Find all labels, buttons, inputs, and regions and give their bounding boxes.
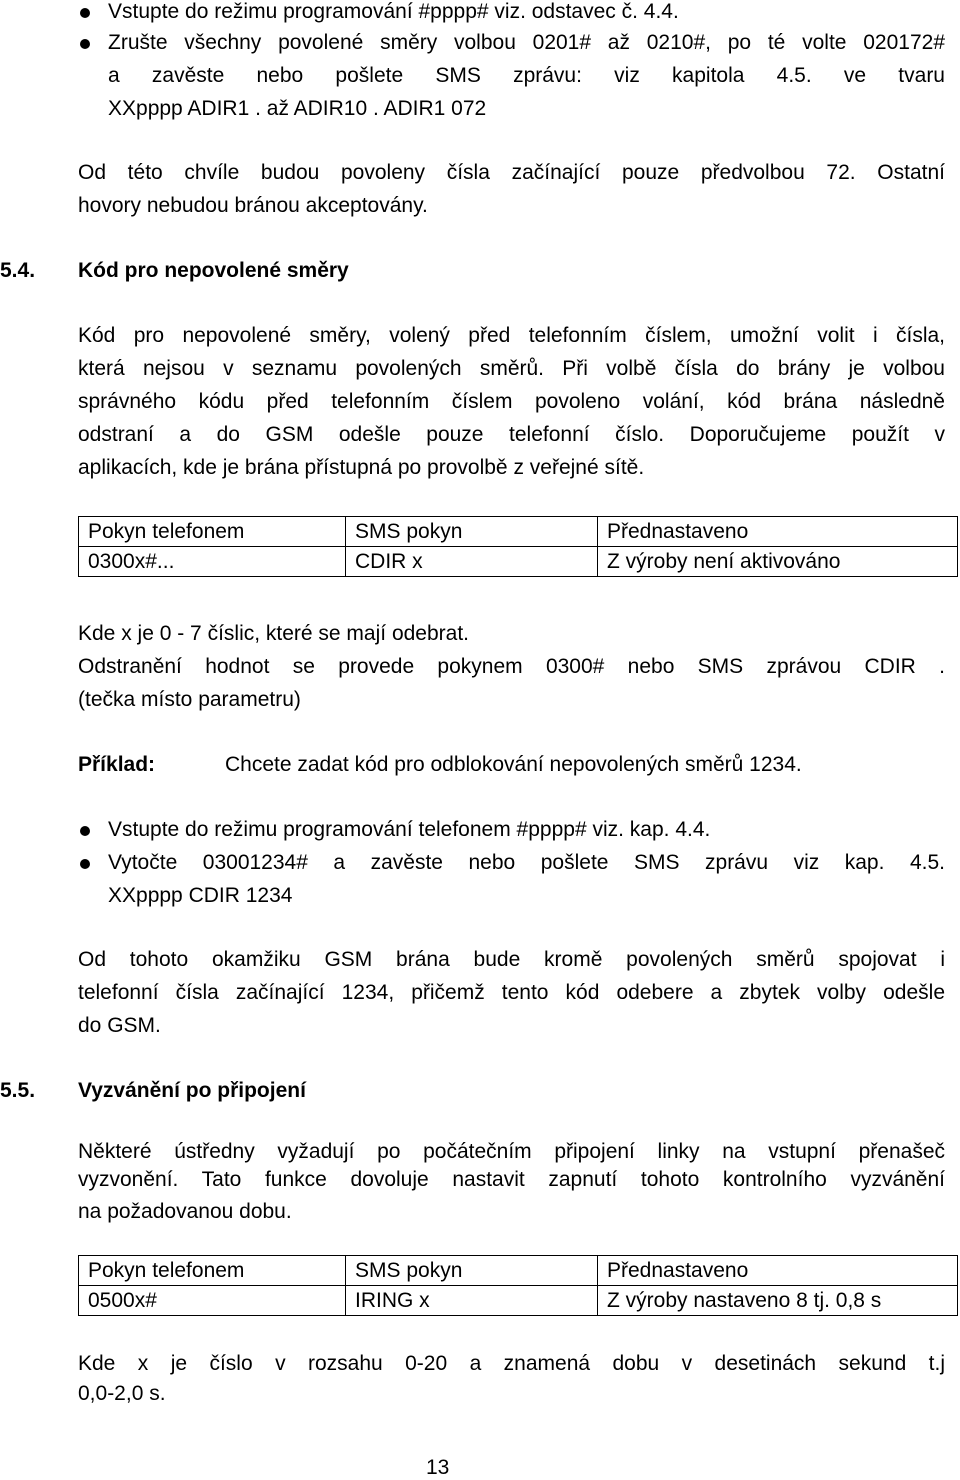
intro-paragraph-line: Od této chvíle budou povoleny čísla začínající pouze předvolbou 72. Ostatní	[78, 161, 945, 184]
table-cell: IRING x	[346, 1286, 598, 1316]
section-title: Vyzvánění po připojení	[78, 1079, 306, 1102]
table-header-cell: Pokyn telefonem	[79, 1256, 346, 1286]
intro-bullet-2-cont: a zavěste nebo pošlete SMS zprávu: viz kapitola 4.5. ve tvaru	[108, 64, 945, 87]
paragraph-line: která nejsou v seznamu povolených směrů. Při volbě čísla do brány je volbou	[78, 357, 945, 380]
paragraph-line: na požadovanou dobu.	[78, 1200, 292, 1223]
intro-bullet-1: Vstupte do režimu programování #pppp# viz. odstavec č. 4.4.	[108, 0, 679, 23]
table-header-cell: SMS pokyn	[346, 1256, 598, 1286]
command-table	[78, 516, 958, 577]
section-number: 5.5.	[0, 1079, 36, 1102]
bullet-dot	[78, 818, 94, 842]
bullet-dot	[78, 31, 94, 55]
section-title: Kód pro nepovolené směry	[78, 259, 349, 282]
bullet-dot	[78, 0, 94, 24]
result-line: telefonní čísla začínající 1234, přičemž tento kód odebere a zbytek volby odešle	[78, 981, 945, 1004]
result-line: Od tohoto okamžiku GSM brána bude kromě povolených směrů spojovat i	[78, 948, 945, 971]
table-row	[79, 1286, 958, 1316]
page-number: 13	[426, 1456, 450, 1479]
example-bullet-2-cont: XXpppp CDIR 1234	[108, 884, 293, 907]
table-cell: 0500x#	[79, 1286, 346, 1316]
paragraph-line: Kód pro nepovolené směry, volený před telefonním číslem, umožní volit i čísla,	[78, 324, 945, 347]
table-row	[79, 547, 958, 577]
result-line: do GSM.	[78, 1014, 161, 1037]
paragraph-line: odstraní a do GSM odešle pouze telefonní číslo. Doporučujeme použít v	[78, 423, 945, 446]
paragraph-line: Některé ústředny vyžadují po počátečním připojení linky na vstupní přenašeč	[78, 1140, 945, 1163]
intro-bullet-2-cont2: XXpppp ADIR1 . až ADIR10 . ADIR1 072	[108, 97, 487, 120]
table-cell: Z výroby nastaveno 8 tj. 0,8 s	[598, 1286, 958, 1316]
note-line: Kde x je 0 - 7 číslic, které se mají odebrat.	[78, 622, 470, 645]
example-bullet-1: Vstupte do režimu programování telefonem #pppp# viz. kap. 4.4.	[108, 818, 711, 841]
table-header-cell: Přednastaveno	[598, 517, 958, 547]
table-cell: 0300x#...	[79, 547, 346, 577]
table-header-cell: SMS pokyn	[346, 517, 598, 547]
intro-bullet-2: Zrušte všechny povolené směry volbou 0201# až 0210#, po té volte 020172#	[108, 31, 945, 54]
paragraph-line: vyzvonění. Tato funkce dovoluje nastavit zapnutí tohoto kontrolního vyzvánění	[78, 1168, 945, 1191]
example-bullet-2: Vytočte 03001234# a zavěste nebo pošlete SMS zprávu viz kap. 4.5.	[108, 851, 945, 874]
example-label: Příklad:	[78, 753, 156, 776]
example-text: Chcete zadat kód pro odblokování nepovolených směrů 1234.	[225, 753, 802, 776]
table-cell: CDIR x	[346, 547, 598, 577]
intro-paragraph-line: hovory nebudou bránou akceptovány.	[78, 194, 428, 217]
table-header-cell: Pokyn telefonem	[79, 517, 346, 547]
table-header-row	[79, 1256, 958, 1286]
table-header-row	[79, 517, 958, 547]
table-header-cell: Přednastaveno	[598, 1256, 958, 1286]
note-line: Odstranění hodnot se provede pokynem 0300# nebo SMS zprávou CDIR .	[78, 655, 945, 678]
note-line: 0,0-2,0 s.	[78, 1382, 166, 1405]
bullet-dot	[78, 851, 94, 875]
table-cell: Z výroby není aktivováno	[598, 547, 958, 577]
note-line: (tečka místo parametru)	[78, 688, 301, 711]
section-number: 5.4.	[0, 259, 36, 282]
command-table	[78, 1255, 958, 1316]
paragraph-line: správného kódu před telefonním číslem povoleno volání, kód brána následně	[78, 390, 945, 413]
paragraph-line: aplikacích, kde je brána přístupná po provolbě z veřejné sítě.	[78, 456, 645, 479]
note-line: Kde x je číslo v rozsahu 0-20 a znamená dobu v desetinách sekund t.j	[78, 1352, 945, 1375]
